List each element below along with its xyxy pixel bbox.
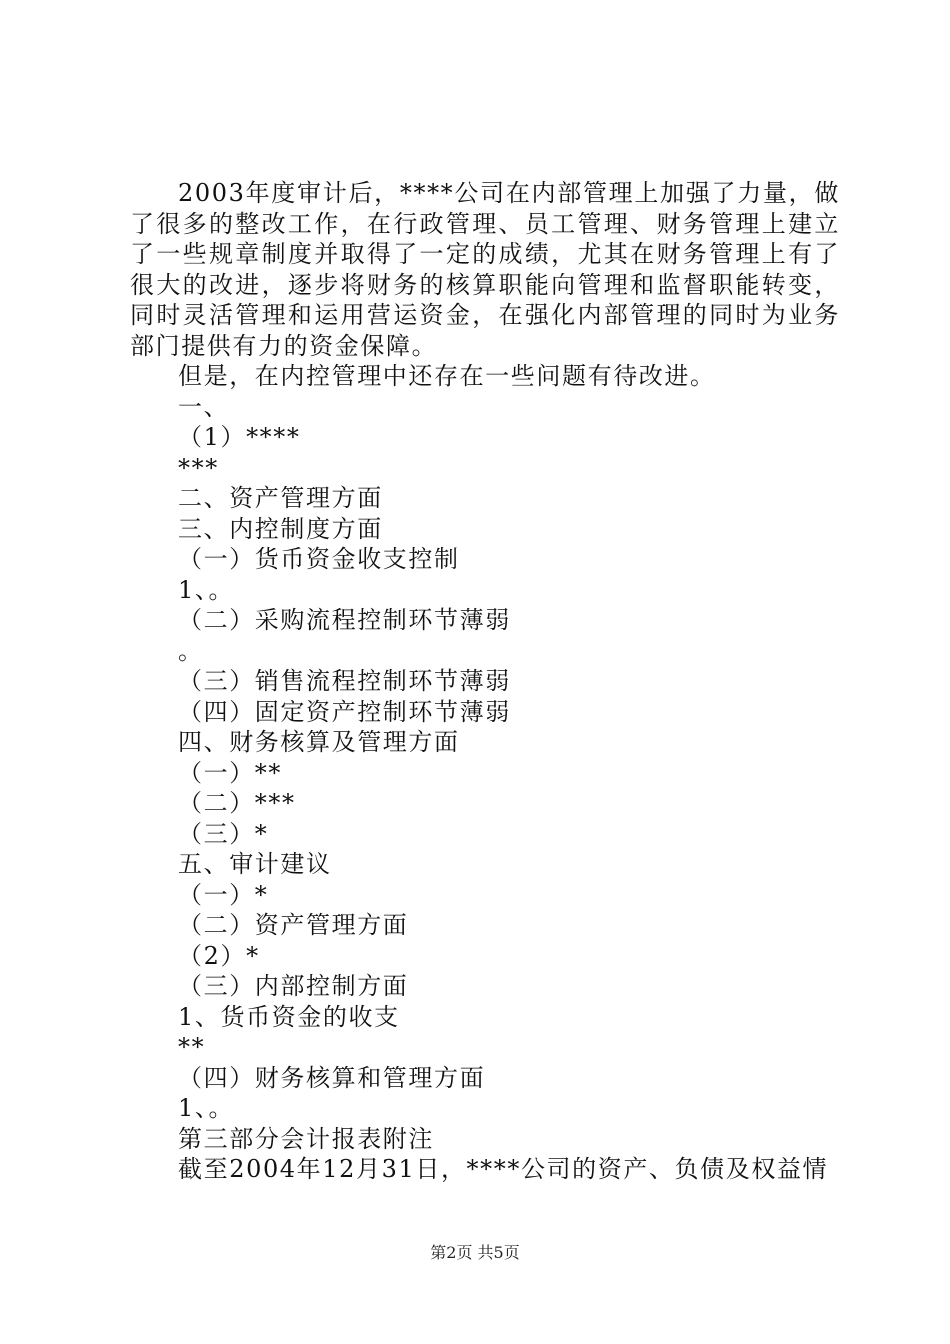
list-item: 1、。 [178, 1094, 235, 1122]
subsection-heading: （一）货币资金收支控制 [178, 545, 460, 573]
page-number-footer: 第2页 共5页 [430, 1243, 520, 1262]
issues-intro-paragraph: 但是，在内控管理中还存在一些问题有待改进。 [178, 362, 716, 390]
subsection-heading: （二）*** [178, 789, 296, 817]
subsection-heading: （四）固定资产控制环节薄弱 [178, 697, 511, 726]
list-item: （2）* [178, 941, 260, 970]
subsection-heading: （一）** [178, 758, 282, 787]
list-item: ** [178, 1033, 206, 1061]
subsection-heading: （三）内部控制方面 [178, 972, 409, 1000]
list-item: 1、。 [178, 575, 235, 604]
subsection-heading: （三）销售流程控制环节薄弱 [178, 667, 511, 695]
part-heading: 第三部分会计报表附注 [178, 1124, 434, 1153]
subsection-heading: （一）* [178, 880, 269, 909]
intro-paragraph: 2003年度审计后，****公司在内部管理上加强了力量，做了很多的整改工作，在行政管理、员工管理、财务管理上建立了一些规章制度并取得了一定的成绩，尤其在财务管理上有了很大的改进，逐步将财务的核算职能向管理和监督职能转变，同时灵活管理和运用营运资金，在强化内部管理的同时为业务部门提供有力的资金保障。 [130, 179, 840, 360]
section-heading-3: 三、内控制度方面 [178, 514, 383, 543]
document-body [130, 178, 840, 1185]
subsection-heading: （三）* [178, 819, 269, 848]
section-heading-5: 五、审计建议 [178, 850, 332, 878]
subsection-heading: （二）资产管理方面 [178, 911, 409, 939]
section-heading-1: 一、 [178, 392, 230, 421]
section-heading-2: 二、资产管理方面 [178, 484, 383, 512]
list-item: 。 [178, 636, 204, 665]
list-item: 1、货币资金的收支 [178, 1002, 400, 1031]
subsection-heading: （四）财务核算和管理方面 [178, 1063, 486, 1092]
section-heading-4: 四、财务核算及管理方面 [178, 728, 460, 756]
list-item: *** [178, 453, 219, 482]
closing-text-line: 截至2004年12月31日，****公司的资产、负债及权益情 [178, 1155, 829, 1183]
subsection-heading: （二）采购流程控制环节薄弱 [178, 606, 511, 634]
list-item: （1）**** [178, 423, 301, 451]
